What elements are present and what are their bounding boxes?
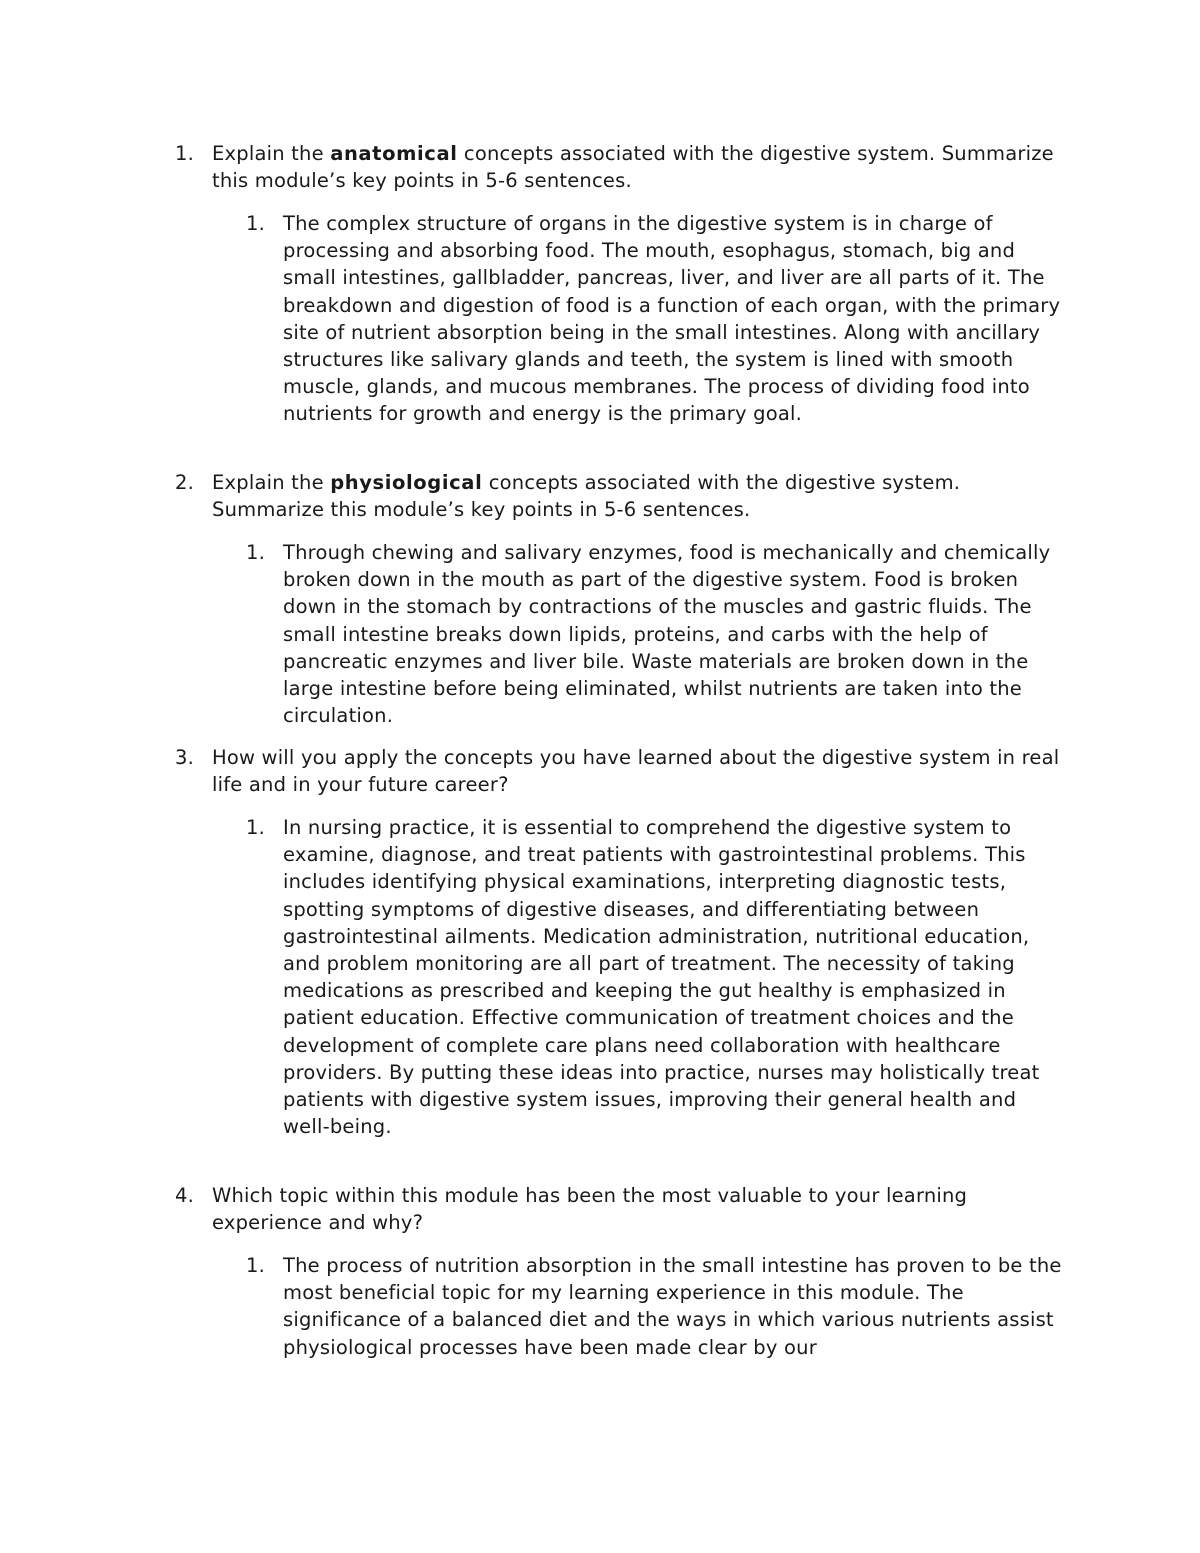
answer-number: 1. [246,212,266,235]
question-number: 1. [175,142,195,165]
answer-text: The process of nutrition absorption in the small intestine has proven to be the most beneficial topic for my learning experience in this module. The significance of a balanced diet and the ways in which various nutrients assist physiological processes have been made clear by our [283,1254,1062,1359]
question-text: Which topic within this module has been the most valuable to your learning experience and why? [212,1184,968,1234]
answer-number: 1. [246,1254,266,1277]
answer-text: The complex structure of organs in the digestive system is in charge of processing and absorbing food. The mouth, esophagus, stomach, big and small intestines, gallbladder, pancreas, liver, and liver are all parts of it. The breakdown and digestion of food is a function of each organ, with the primary site of nutrient absorption being in the small intestines. Along with ancillary structures like salivary glands and teeth, the system is lined with smooth muscle, glands, and mucous membranes. The process of dividing food into nutrients for growth and energy is the primary goal. [283,212,1061,426]
question-number: 4. [175,1184,195,1207]
question-text: Explain the physiological concepts associated with the digestive system. Summarize this module’s key points in 5-6 sentences. [212,471,961,521]
answer-number: 1. [246,816,266,839]
question-number: 2. [175,471,195,494]
answer-number: 1. [246,541,266,564]
question-text: How will you apply the concepts you have learned about the digestive system in real life and in your future career? [212,746,1060,796]
bold-term: physiological [330,471,483,494]
question-number: 3. [175,746,195,769]
answer-text: In nursing practice, it is essential to comprehend the digestive system to examine, diagnose, and treat patients with gastrointestinal problems. This includes identifying physical examinations, interpreting diagnostic tests, spotting symptoms of digestive diseases, and differentiating between gastrointestinal ailments. Medication administration, nutritional education, and problem monitoring are all part of treatment. The necessity of taking medications as prescribed and keeping the gut healthy is emphasized in patient education. Effective communication of treatment choices and the development of complete care plans need collaboration with healthcare providers. By putting these ideas into practice, nurses may holistically treat patients with digestive system issues, improving their general health and well-being. [283,816,1040,1139]
question-text: Explain the anatomical concepts associated with the digestive system. Summarize this module’s key points in 5-6 sentences. [212,142,1054,192]
answer-text: Through chewing and salivary enzymes, food is mechanically and chemically broken down in the mouth as part of the digestive system. Food is broken down in the stomach by contractions of the muscles and gastric fluids. The small intestine breaks down lipids, proteins, and carbs with the help of pancreatic enzymes and liver bile. Waste materials are broken down in the large intestine before being eliminated, whilst nutrients are taken into the circulation. [283,541,1051,728]
bold-term: anatomical [330,142,458,165]
